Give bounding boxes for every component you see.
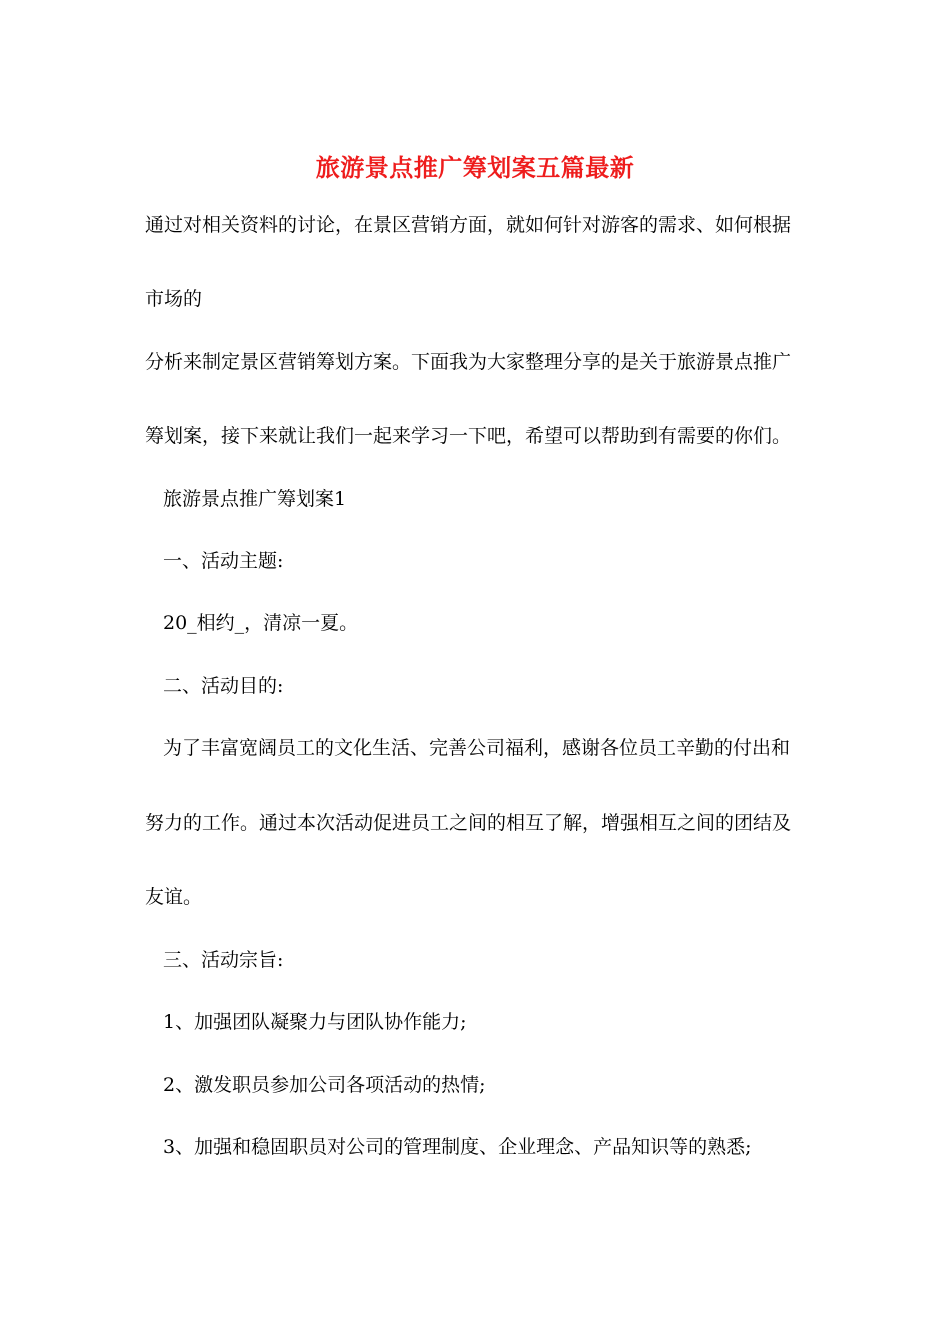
- tenet-item-1: 1、加强团队凝聚力与团队协作能力;: [163, 1011, 467, 1033]
- document-title: 旅游景点推广筹划案五篇最新: [315, 153, 635, 182]
- purpose-line-1: 为了丰富宽阔员工的文化生活、完善公司福利，感谢各位员工辛勤的付出和: [163, 737, 791, 759]
- theme-heading: 一、活动主题:: [163, 550, 284, 572]
- tenet-item-3: 3、加强和稳固职员对公司的管理制度、企业理念、产品知识等的熟悉;: [163, 1136, 752, 1158]
- tenet-heading: 三、活动宗旨:: [163, 949, 284, 971]
- intro-line-2: 市场的: [145, 288, 203, 310]
- intro-line-3: 分析来制定景区营销筹划方案。下面我为大家整理分享的是关于旅游景点推广: [145, 351, 792, 373]
- purpose-line-2: 努力的工作。通过本次活动促进员工之间的相互了解，增强相互之间的团结及: [145, 812, 792, 834]
- section-title: 旅游景点推广筹划案1: [163, 488, 347, 510]
- intro-line-4: 筹划案，接下来就让我们一起来学习一下吧，希望可以帮助到有需要的你们。: [145, 425, 792, 447]
- purpose-line-3: 友谊。: [145, 886, 203, 908]
- theme-content: 20_相约_，清凉一夏。: [163, 612, 359, 634]
- intro-line-1: 通过对相关资料的讨论，在景区营销方面，就如何针对游客的需求、如何根据: [145, 214, 792, 236]
- tenet-item-2: 2、激发职员参加公司各项活动的热情;: [163, 1074, 486, 1096]
- purpose-heading: 二、活动目的:: [163, 675, 284, 697]
